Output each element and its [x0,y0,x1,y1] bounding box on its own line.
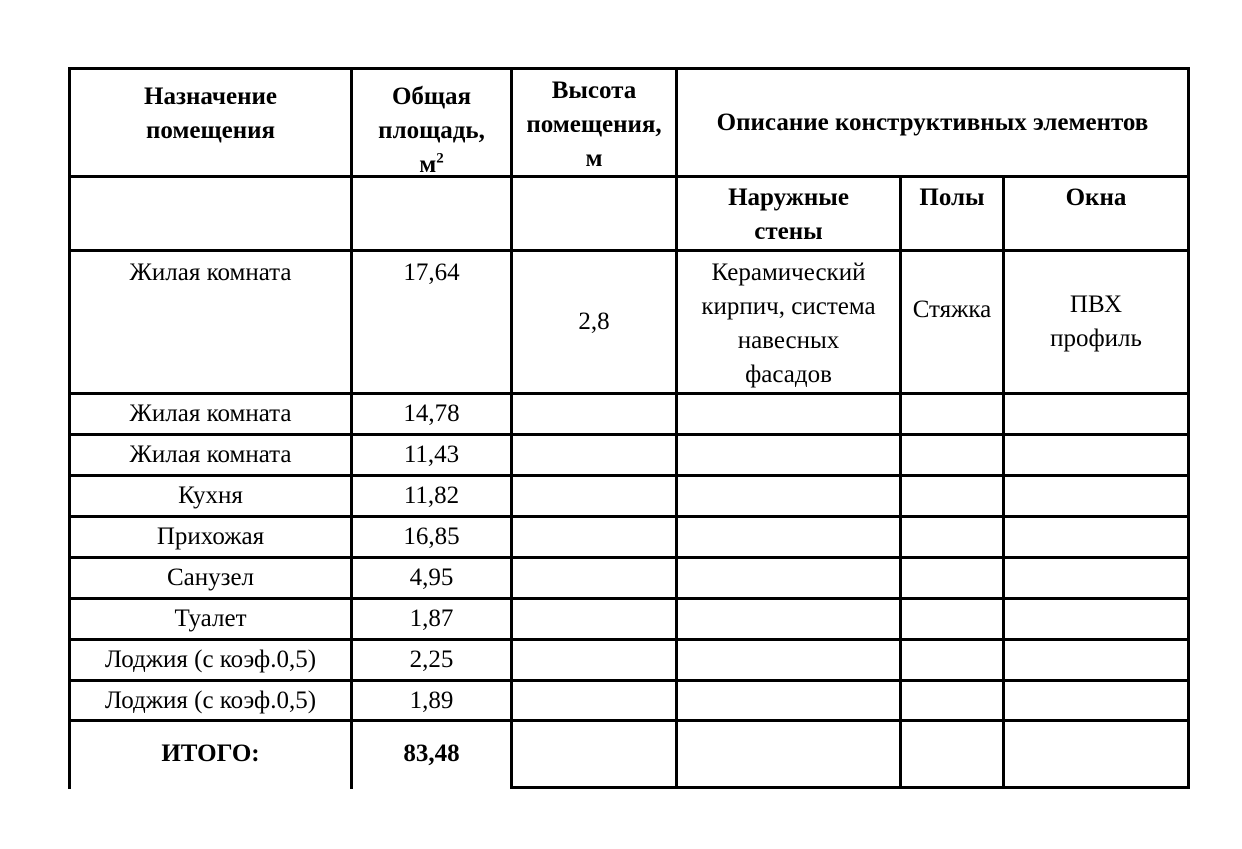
table-row-room [71,395,350,433]
header-walls-line: стены [754,218,823,245]
table-row-area [353,252,510,392]
windows-line: профиль [1050,325,1142,352]
room-area: 4,95 [409,564,454,591]
header-purpose-line: помещения [145,117,276,144]
room-area: 1,87 [409,605,454,632]
header-floors-text: Полы [919,184,985,211]
table-row-area [353,395,510,433]
floors-value: Стяжка [912,295,992,323]
room-name: Санузел [166,564,255,591]
room-name: Лоджия (с коэф.0,5) [104,686,317,714]
room-name: Лоджия (с коэф.0,5) [104,646,317,673]
header-purpose [71,70,350,175]
header-area-unit: $м^2$ [419,150,444,178]
room-height: 2,8 [578,308,610,335]
table-border-right [1187,67,1190,789]
header-windows-text: Окна [1065,184,1127,211]
table-row-room [71,641,350,679]
walls-line: Керамический [711,259,866,286]
room-area: 11,43 [403,441,460,468]
walls-line: фасадов [745,361,832,388]
total-area-text: 83,48 [403,740,460,767]
table-row-area [353,682,510,719]
table-row-room [71,682,350,719]
room-name: Жилая комната [129,441,292,468]
table-row-room [71,436,350,474]
table-row-room [71,600,350,638]
total-area [353,722,510,786]
room-area: 11,82 [403,482,460,509]
walls-line: навесных [737,327,840,354]
header-area [353,70,510,178]
header-height-line: м [585,145,603,172]
header-description-text: Описание конструктивных элементов [716,108,1149,136]
header-floors [902,178,1002,249]
table-row-windows [1005,252,1187,392]
windows-line: ПВХ [1069,291,1123,318]
table-row-area [353,477,510,515]
table-row-room [71,252,350,392]
table-row-area [353,518,510,556]
table-row-room [71,518,350,556]
room-name: Жилая комната [129,400,292,427]
header-description [678,70,1187,175]
walls-line: кирпич, система [701,293,876,320]
table-row-area [353,641,510,679]
table-col-divider [675,67,678,789]
header-area-line: Общая [391,83,472,110]
room-name: Жилая комната [129,259,292,286]
header-height-line: Высота [551,77,637,104]
table-row-area [353,559,510,597]
table-border-bottom [510,786,1190,789]
header-windows [1005,178,1187,249]
room-area: 16,85 [403,523,460,550]
table-row-floors [902,252,1002,367]
table-row-room [71,477,350,515]
room-area: 14,78 [403,400,460,427]
table-row-height [513,252,675,392]
room-name: Туалет [174,605,247,632]
header-height [513,70,675,175]
header-area-line: площадь, [378,117,485,144]
table-row-room [71,559,350,597]
header-walls-line: Наружные [728,184,849,211]
header-height-line: помещения, [526,111,662,138]
total-label-text: ИТОГО: [161,740,260,767]
room-area: 17,64 [403,259,460,286]
room-name: Кухня [178,482,243,509]
total-label [71,722,350,786]
room-area: 1,89 [409,686,454,714]
room-name: Прихожая [156,523,265,550]
table-row-walls [678,252,899,392]
header-purpose-line: Назначение [144,83,277,110]
header-walls [678,178,899,249]
table-row-area [353,600,510,638]
room-area: 2,25 [409,646,454,673]
table-row-area [353,436,510,474]
table-col-divider [510,67,513,789]
